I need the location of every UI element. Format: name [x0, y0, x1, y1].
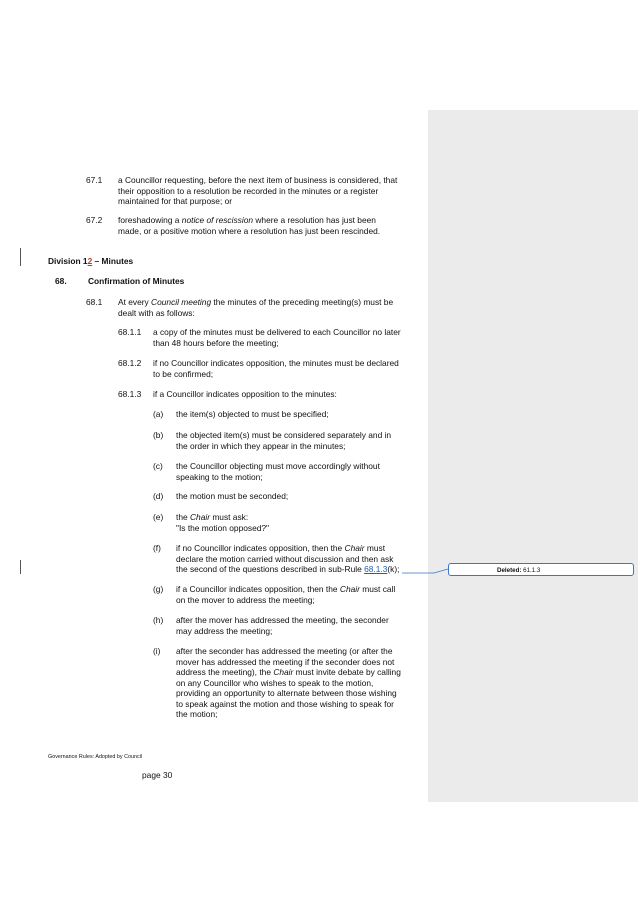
item-label: (i): [153, 646, 161, 656]
item-text-line: "Is the motion opposed?": [176, 522, 270, 533]
clause-number: 67.2: [86, 215, 103, 225]
subclause-number: 68.1.3: [118, 389, 142, 399]
section-number: 68.: [55, 276, 67, 286]
clause-text-line: their opposition to a resolution be recorded in the minutes or a register: [118, 185, 379, 196]
tracked-insertion: 2: [87, 256, 93, 266]
item-text-line: to speak against the motion and those wishing to speak for: [176, 698, 394, 709]
item-text-line: declare the motion carried without discussion and then ask: [176, 553, 394, 564]
clause-text-line: a Councillor requesting, before the next item of business is considered, that: [118, 175, 398, 185]
defined-term: Chair: [339, 584, 360, 594]
item-text-line: the second of the questions described in sub-Rule 68.1.3(k);: [176, 564, 400, 574]
defined-term: notice of rescission: [181, 215, 254, 225]
subclause-number: 68.1.2: [118, 358, 142, 368]
item-text-line: after the mover has addressed the meeting, the seconder: [176, 615, 389, 625]
item-text-line: providing an opportunity to alternate between those wishing: [176, 688, 397, 698]
item-text-line: on the mover to address the meeting;: [176, 594, 315, 605]
item-text-line: address the meeting), the Chair must invite debate by calling: [176, 667, 401, 677]
item-text-line: may address the meeting;: [176, 625, 273, 636]
item-text-line: if a Councillor indicates opposition, then the Chair must call: [176, 584, 396, 594]
item-label: (e): [153, 512, 164, 522]
item-label: (a): [153, 409, 164, 419]
item-text-line: speaking to the motion;: [176, 471, 263, 482]
defined-term: Chair: [344, 543, 365, 553]
page-number: page 30: [142, 770, 173, 780]
subclause-text-line: a copy of the minutes must be delivered to each Councillor no later: [153, 327, 401, 337]
footer-text: Governance Rules: Adopted by Council: [48, 754, 143, 760]
item-label: (d): [153, 491, 164, 501]
defined-term: Chair: [189, 512, 210, 522]
item-text-line: the motion must be seconded;: [176, 491, 289, 501]
subclause-text-line: if no Councillor indicates opposition, the minutes must be declared: [153, 358, 399, 368]
item-label: (c): [153, 461, 163, 471]
cross-reference-link[interactable]: 68.1.3: [364, 564, 388, 574]
section-title: Confirmation of Minutes: [88, 276, 185, 286]
item-text-line: the Chair must ask:: [176, 512, 249, 522]
item-text-line: if no Councillor indicates opposition, then the Chair must: [176, 543, 386, 553]
defined-term: Council meeting: [151, 297, 212, 307]
item-label: (h): [153, 615, 164, 625]
subclause-number: 68.1.1: [118, 327, 142, 337]
subclause-text-line: than 48 hours before the meeting;: [153, 337, 279, 348]
clause-number: 67.1: [86, 175, 103, 185]
item-text-line: the objected item(s) must be considered separately and in: [176, 430, 392, 440]
item-text-line: the Councillor objecting must move accordingly without: [176, 461, 380, 471]
subclause-text-line: to be confirmed;: [153, 368, 214, 379]
item-label: (f): [153, 543, 161, 553]
clause-text-line: foreshadowing a notice of rescission where a resolution has just been: [118, 215, 376, 225]
item-text-line: the order in which they appear in the minutes;: [176, 440, 346, 451]
item-text-line: mover has addressed the meeting if the seconder does not: [176, 656, 395, 667]
clause-number: 68.1: [86, 297, 103, 307]
comment-label: Deleted:: [497, 567, 522, 574]
item-label: (g): [153, 584, 164, 594]
subclause-text-line: if a Councillor indicates opposition to the minutes:: [153, 389, 337, 399]
clause-text-line: maintained for that purpose; or: [118, 196, 233, 206]
comment-balloon[interactable]: [448, 563, 634, 576]
clause-text-line: dealt with as follows:: [118, 307, 195, 318]
item-text-line: on any Councillor who wishes to speak to the motion,: [176, 677, 374, 688]
item-label: (b): [153, 430, 164, 440]
comment-text: 61.1.3: [521, 567, 541, 574]
clause-text-line: made, or a positive motion where a resolution has just been rescinded.: [118, 225, 381, 236]
item-text-line: the item(s) objected to must be specified;: [176, 409, 329, 419]
division-heading: Division 12 – Minutes: [48, 256, 134, 266]
item-text-line: after the seconder has addressed the meeting (or after the: [176, 646, 393, 656]
item-text-line: the motion;: [176, 709, 218, 719]
defined-term: Chair: [273, 667, 294, 677]
clause-text-line: At every Council meeting the minutes of the preceding meeting(s) must be: [118, 297, 394, 307]
